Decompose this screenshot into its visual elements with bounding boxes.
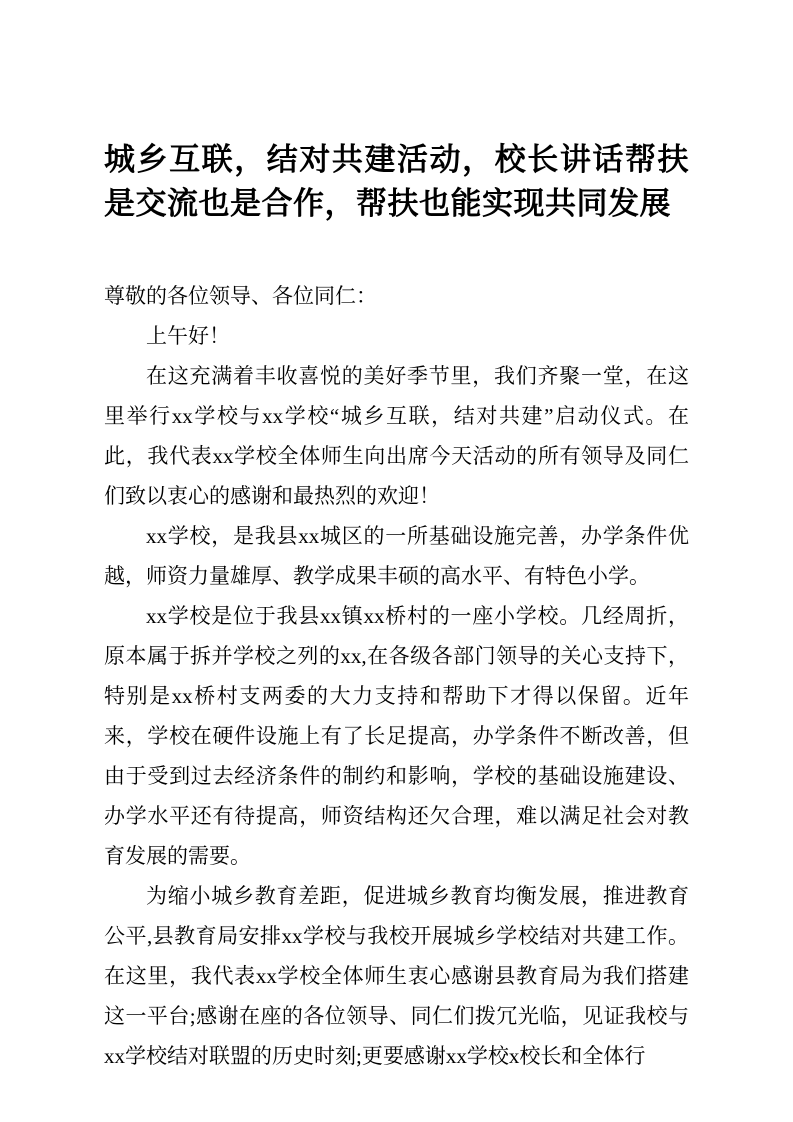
paragraph-school-history: xx学校是位于我县xx镇xx桥村的一座小学校。几经周折，原本属于拆并学校之列的xx,在各级各部门领导的关心支持下，特别是xx桥村支两委的大力支持和帮助下才得以保留。近年来，学校在硬件设施上有了长足提高，办学条件不断改善，但由于受到过去经济条件的制约和影响，学校的基础设施建设、办学水平还有待提高，师资结构还欠合理，难以满足社会对教育发展的需要。 — [104, 604, 689, 868]
document-body — [104, 276, 689, 1076]
paragraph-thanks: 为缩小城乡教育差距，促进城乡教育均衡发展，推进教育公平,县教育局安排xx学校与我校开展城乡学校结对共建工作。在这里，我代表xx学校全体师生衷心感谢县教育局为我们搭建这一平台;感谢在座的各位领导、同仁们拨冗光临，见证我校与xx学校结对联盟的历史时刻;更要感谢xx学校x校长和全体行 — [104, 884, 689, 1068]
document-title: 城乡互联，结对共建活动，校长讲话帮扶是交流也是合作，帮扶也能实现共同发展 — [104, 142, 689, 221]
paragraph-salutation: 尊敬的各位领导、各位同仁： — [104, 284, 377, 308]
paragraph-opening: 在这充满着丰收喜悦的美好季节里，我们齐聚一堂，在这里举行xx学校与xx学校“城乡互联，结对共建”启动仪式。在此，我代表xx学校全体师生向出席今天活动的所有领导及同仁们致以衷心的感谢和最热烈的欢迎！ — [104, 364, 689, 508]
paragraph-school-intro: xx学校，是我县xx城区的一所基础设施完善，办学条件优越，师资力量雄厚、教学成果丰硕的高水平、有特色小学。 — [104, 524, 689, 588]
paragraph-greeting: 上午好！ — [146, 324, 230, 348]
